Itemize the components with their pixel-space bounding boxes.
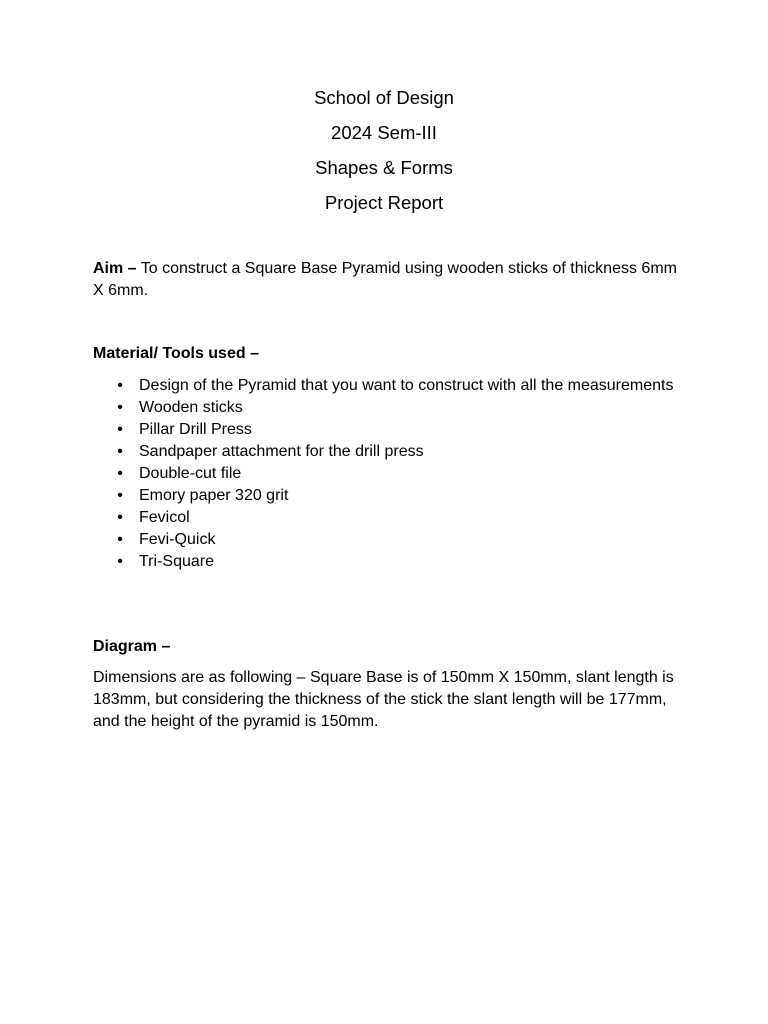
list-item-text: Double-cut file bbox=[139, 465, 242, 482]
list-item-text: Fevi-Quick bbox=[139, 531, 216, 548]
bullet-icon: • bbox=[117, 509, 123, 526]
bullet-icon: • bbox=[117, 377, 123, 394]
list-item bbox=[93, 397, 683, 419]
bullet-icon: • bbox=[117, 553, 123, 570]
aim-text: To construct a Square Base Pyramid using wooden sticks of thickness 6mm X 6mm. bbox=[93, 260, 677, 299]
list-item bbox=[93, 375, 683, 397]
semester: 2024 Sem-III bbox=[331, 122, 437, 143]
aim-label: Aim – bbox=[93, 260, 137, 277]
list-item-text: Pillar Drill Press bbox=[139, 421, 252, 438]
bullet-icon: • bbox=[117, 487, 123, 504]
bullet-icon: • bbox=[117, 421, 123, 438]
list-item-text: Wooden sticks bbox=[139, 399, 243, 416]
bullet-icon: • bbox=[117, 531, 123, 548]
materials-heading: Material/ Tools used – bbox=[93, 345, 259, 362]
school-name: School of Design bbox=[314, 87, 454, 108]
list-item bbox=[93, 463, 683, 485]
list-item bbox=[93, 419, 683, 441]
report-title-block bbox=[0, 86, 768, 226]
list-item bbox=[93, 551, 683, 573]
aim-paragraph bbox=[93, 258, 683, 302]
list-item-text: Emory paper 320 grit bbox=[139, 487, 289, 504]
list-item bbox=[93, 485, 683, 507]
list-item bbox=[93, 507, 683, 529]
bullet-icon: • bbox=[117, 443, 123, 460]
list-item-text: Fevicol bbox=[139, 509, 190, 526]
list-item bbox=[93, 441, 683, 463]
list-item-text: Tri-Square bbox=[139, 553, 214, 570]
list-item-text: Design of the Pyramid that you want to construct with all the measurements bbox=[139, 377, 674, 394]
diagram-heading: Diagram – bbox=[93, 638, 171, 655]
bullet-icon: • bbox=[117, 465, 123, 482]
course-name: Shapes & Forms bbox=[315, 157, 453, 178]
list-item bbox=[93, 529, 683, 551]
report-type: Project Report bbox=[324, 192, 444, 213]
bullet-icon: • bbox=[117, 399, 123, 416]
materials-list bbox=[93, 375, 683, 573]
list-item-text: Sandpaper attachment for the drill press bbox=[139, 443, 424, 460]
dimensions-paragraph: Dimensions are as following – Square Base is of 150mm X 150mm, slant length is 183mm, but considering the thickness of the stick the slant length will be 177mm, and the height of the pyramid is 150mm. bbox=[93, 669, 674, 730]
